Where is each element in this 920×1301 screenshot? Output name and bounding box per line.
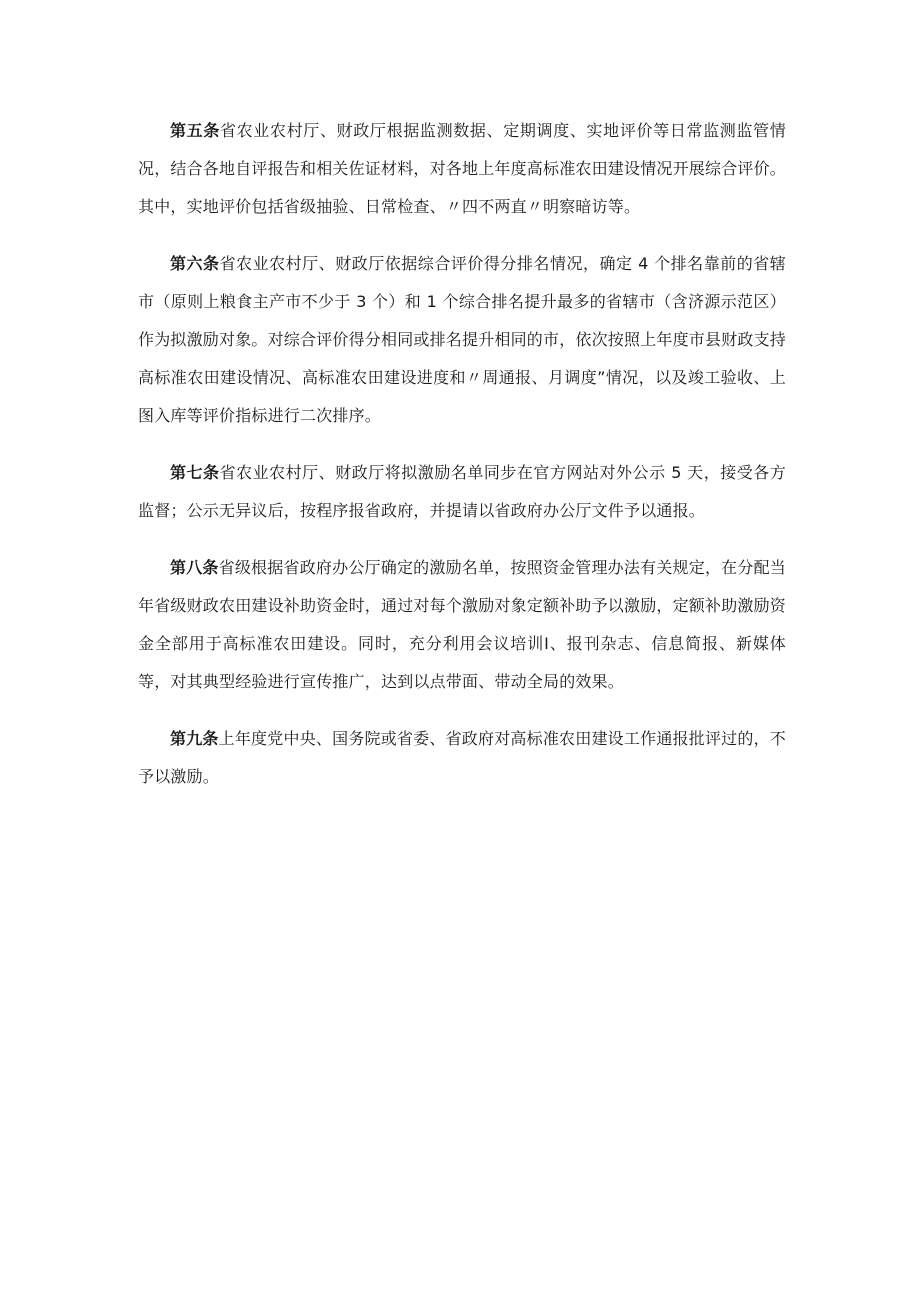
article-number: 第六条: [170, 254, 220, 273]
article-number: 第九条: [170, 729, 219, 748]
article-text: 省农业农村厅、财政厅根据监测数据、定期调度、实地评价等日常监测监管情况，结合各地自评报告和相关佐证材料，对各地上年度高标准农田建设情况开展综合评价。其中，实地评价包括省级抽验、日常检查、〃四不两直〃明察暗访等。: [138, 121, 787, 216]
article-number: 第七条: [170, 463, 220, 482]
article-5: [138, 112, 786, 226]
article-text: 省农业农村厅、财政厅依据综合评价得分排名情况，确定 4 个排名靠前的省辖市（原则上粮食主产市不少于 3 个）和 1 个综合排名提升最多的省辖市（含济源示范区）作为拟激励对象。对综合评价得分相同或排名提升相同的市，依次按照上年度市县财政支持高标准农田建设情况、高标准农田建设进度和〃周通报、月调度”情况，以及竣工验收、上图入库等评价指标进行二次排序。: [138, 254, 787, 425]
article-9: [138, 720, 786, 796]
article-number: 第五条: [170, 121, 220, 140]
article-6: [138, 245, 786, 435]
article-number: 第八条: [170, 558, 219, 577]
article-8: [138, 549, 786, 701]
document-body: [138, 112, 786, 815]
article-7: [138, 454, 786, 530]
article-text: 省级根据省政府办公厅确定的激励名单，按照资金管理办法有关规定，在分配当年省级财政农田建设补助资金时，通过对每个激励对象定额补助予以激励，定额补助激励资金全部用于高标准农田建设。同时，充分利用会议培训I、报刊杂志、信息简报、新媒体等，对其典型经验进行宣传推广，达到以点带面、带动全局的效果。: [138, 558, 787, 691]
article-text: 上年度党中央、国务院或省委、省政府对高标准农田建设工作通报批评过的，不予以激励。: [138, 729, 786, 786]
article-text: 省农业农村厅、财政厅将拟激励名单同步在官方网站对外公示 5 天，接受各方监督；公示无异议后，按程序报省政府，并提请以省政府办公厅文件予以通报。: [138, 463, 786, 520]
